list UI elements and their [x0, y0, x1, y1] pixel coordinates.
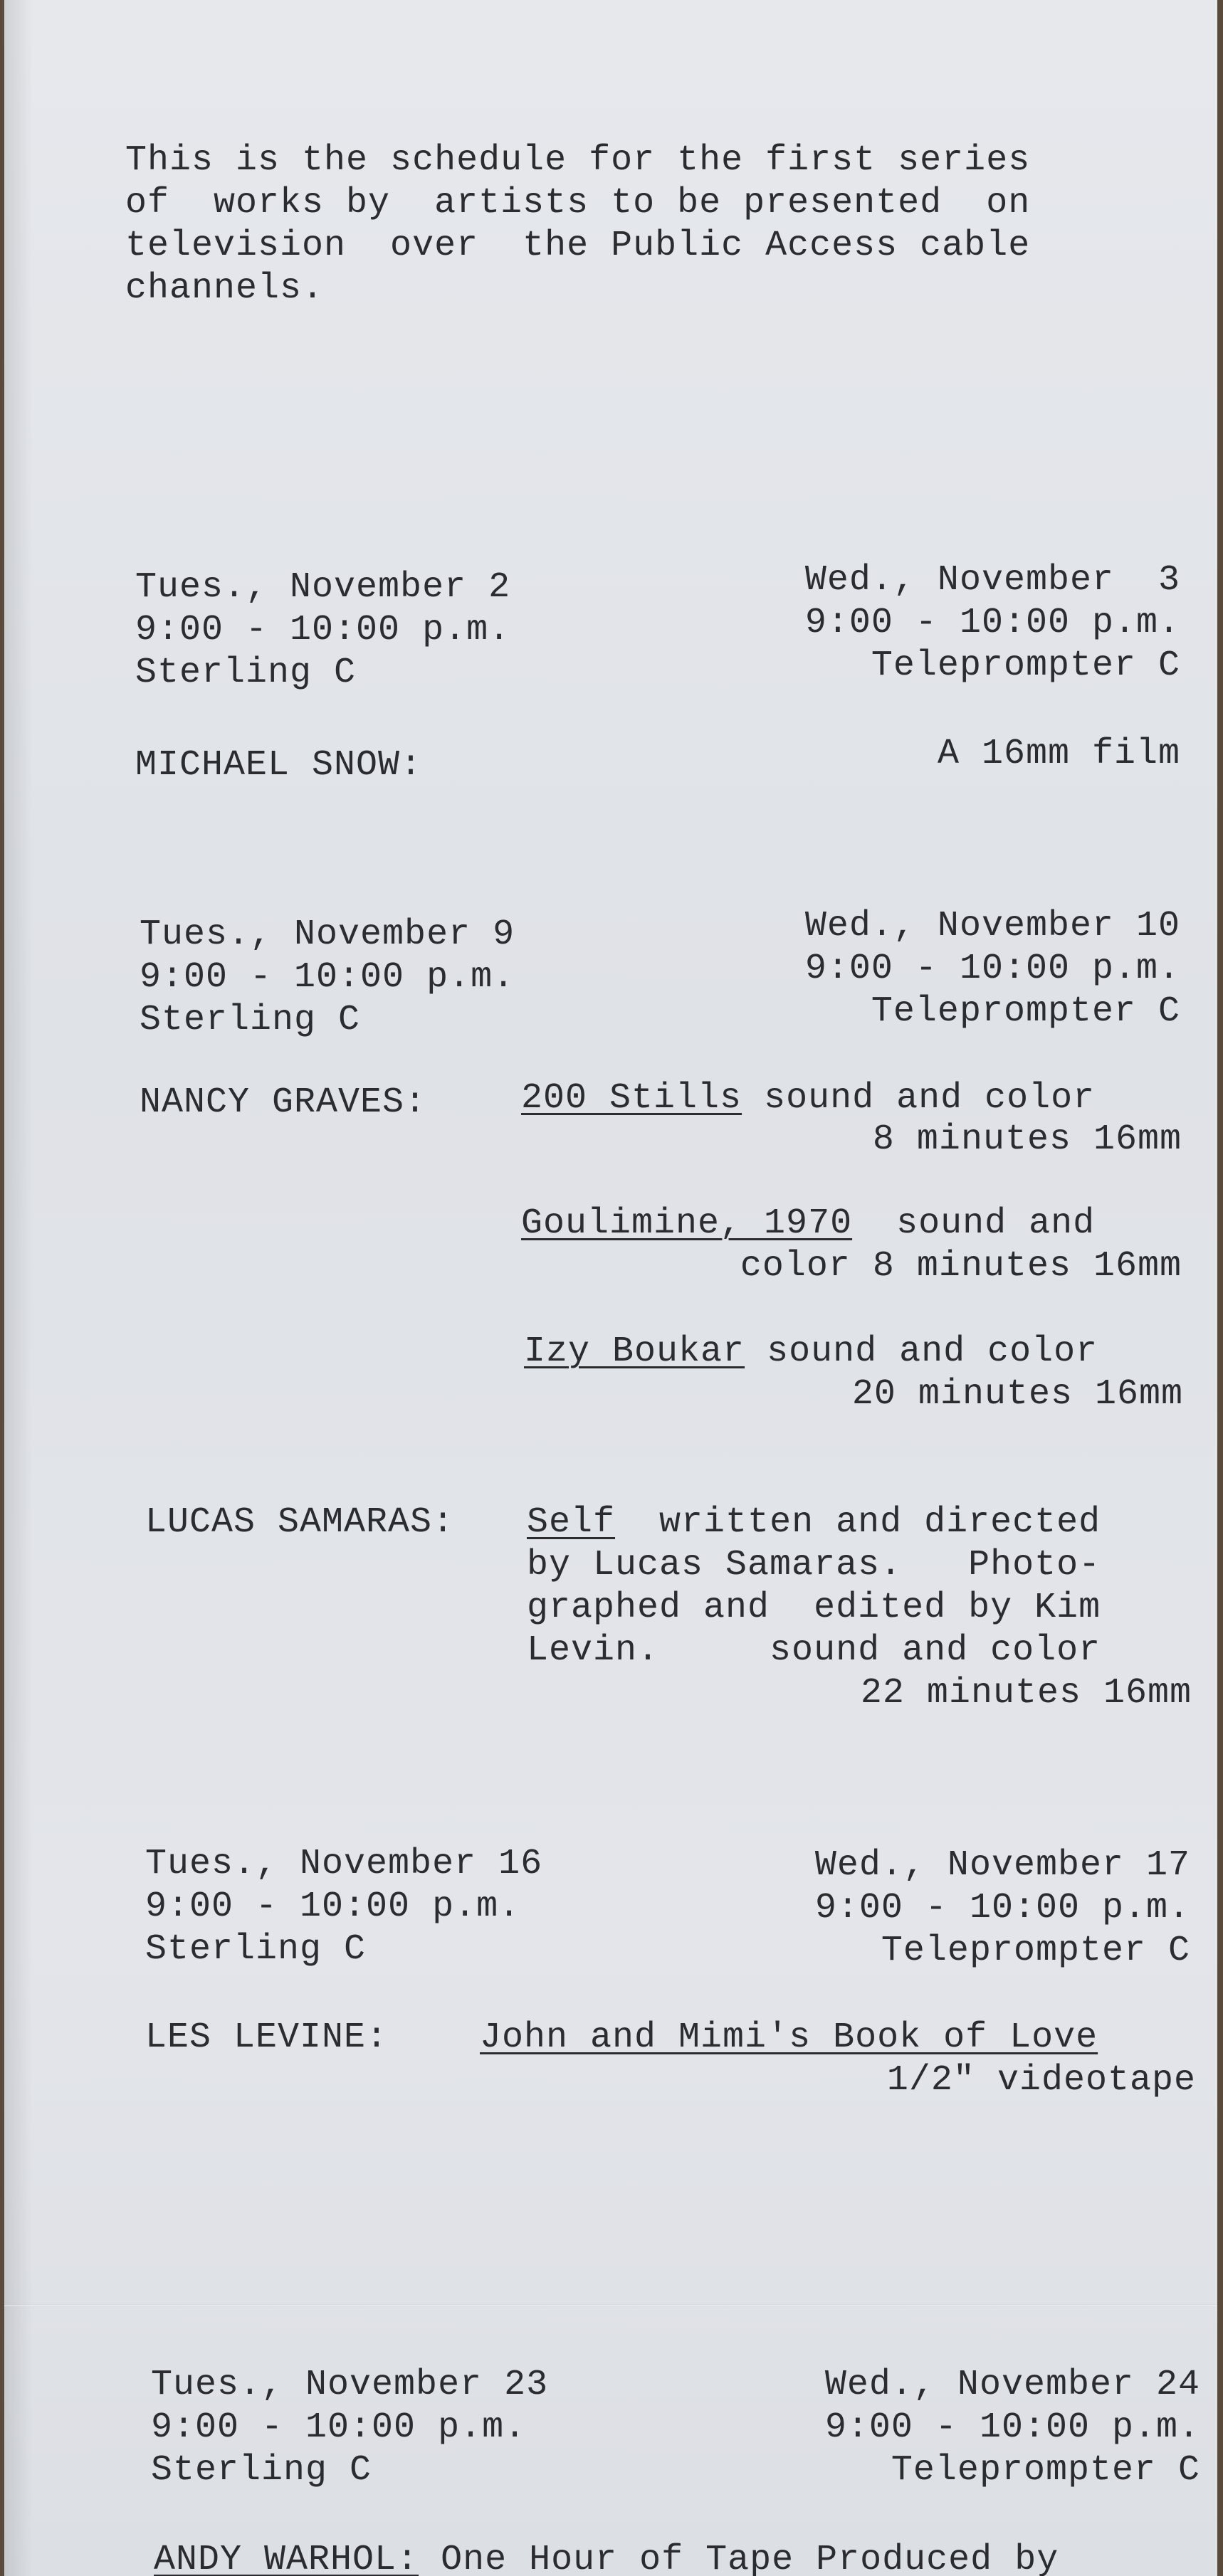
snow-artist: MICHAEL SNOW:	[135, 745, 423, 786]
graves-work-3-line1	[524, 1331, 1098, 1373]
samaras-line-4: Levin. sound and color	[527, 1630, 1101, 1671]
warhol-artist: ANDY WARHOL:	[154, 2540, 419, 2576]
block4-right-date: Wed., November 24	[824, 2365, 1200, 2405]
graves-work-2-desc: sound and	[852, 1203, 1096, 1244]
block1-right-date: Wed., November 3	[804, 560, 1180, 601]
samaras-line-1-desc: written and directed	[615, 1502, 1101, 1543]
samaras-line-5: 22 minutes 16mm	[860, 1673, 1192, 1714]
block2-right-time: 9:00 - 10:00 p.m.	[804, 949, 1180, 989]
block3-right-time: 9:00 - 10:00 p.m.	[814, 1888, 1190, 1928]
schedule-sheet	[4, 0, 1217, 2576]
block2-right-channel: Teleprompter C	[871, 991, 1180, 1032]
block3-right-date: Wed., November 17	[814, 1845, 1190, 1886]
graves-work-3-title: Izy Boukar	[524, 1331, 745, 1372]
levine-artist: LES LEVINE:	[145, 2017, 389, 2058]
block1-right-channel: Teleprompter C	[871, 645, 1180, 686]
block4-left-time: 9:00 - 10:00 p.m.	[151, 2407, 527, 2448]
graves-work-1-line1	[521, 1077, 1095, 1120]
intro-line-3: television over the Public Access cable	[125, 226, 1031, 266]
warhol-line-1	[154, 2539, 1059, 2576]
block2-left-time: 9:00 - 10:00 p.m.	[140, 957, 515, 998]
samaras-title: Self	[527, 1502, 616, 1543]
block4-left-date: Tues., November 23	[151, 2365, 549, 2405]
samaras-line-3: graphed and edited by Kim	[527, 1588, 1101, 1628]
graves-artist: NANCY GRAVES:	[140, 1082, 427, 1123]
block3-left-time: 9:00 - 10:00 p.m.	[145, 1886, 521, 1927]
graves-work-1-line2: 8 minutes 16mm	[872, 1119, 1182, 1160]
block4-right-time: 9:00 - 10:00 p.m.	[824, 2407, 1200, 2448]
graves-work-3-line2: 20 minutes 16mm	[851, 1374, 1183, 1415]
block1-right-time: 9:00 - 10:00 p.m.	[804, 603, 1180, 643]
levine-title: John and Mimi's Book of Love	[480, 2017, 1098, 2058]
intro-line-4: channels.	[125, 268, 325, 309]
block4-left-channel: Sterling C	[151, 2450, 372, 2491]
graves-work-1-title: 200 Stills	[521, 1078, 742, 1119]
samaras-line-2: by Lucas Samaras. Photo-	[527, 1545, 1101, 1585]
block3-left-channel: Sterling C	[145, 1929, 367, 1970]
block1-left-channel: Sterling C	[135, 653, 357, 693]
snow-work: A 16mm film	[937, 734, 1180, 774]
block4-right-channel: Teleprompter C	[891, 2450, 1200, 2491]
block1-left-time: 9:00 - 10:00 p.m.	[135, 610, 511, 650]
intro-line-2: of works by artists to be presented on	[125, 183, 1031, 223]
levine-line-2: 1/2" videotape	[886, 2060, 1196, 2101]
block2-right-date: Wed., November 10	[804, 906, 1180, 946]
graves-work-3-desc: sound and color	[745, 1331, 1098, 1372]
paper-fold	[4, 2304, 1217, 2307]
block1-left-date: Tues., November 2	[135, 567, 511, 608]
samaras-artist: LUCAS SAMARAS:	[145, 1502, 455, 1543]
graves-work-2-line2: color 8 minutes 16mm	[740, 1246, 1182, 1287]
block2-left-channel: Sterling C	[140, 1000, 361, 1040]
block3-left-date: Tues., November 16	[145, 1844, 543, 1884]
graves-work-2-line1	[521, 1203, 1095, 1245]
graves-work-1-desc: sound and color	[742, 1078, 1096, 1119]
graves-work-2-title: Goulimine, 1970	[521, 1203, 853, 1244]
warhol-desc: One Hour of Tape Produced by	[419, 2540, 1059, 2576]
samaras-line-1	[527, 1501, 1101, 1544]
block2-left-date: Tues., November 9	[140, 914, 515, 955]
block3-right-channel: Teleprompter C	[881, 1931, 1190, 1971]
intro-line-1: This is the schedule for the first series	[125, 140, 1031, 181]
